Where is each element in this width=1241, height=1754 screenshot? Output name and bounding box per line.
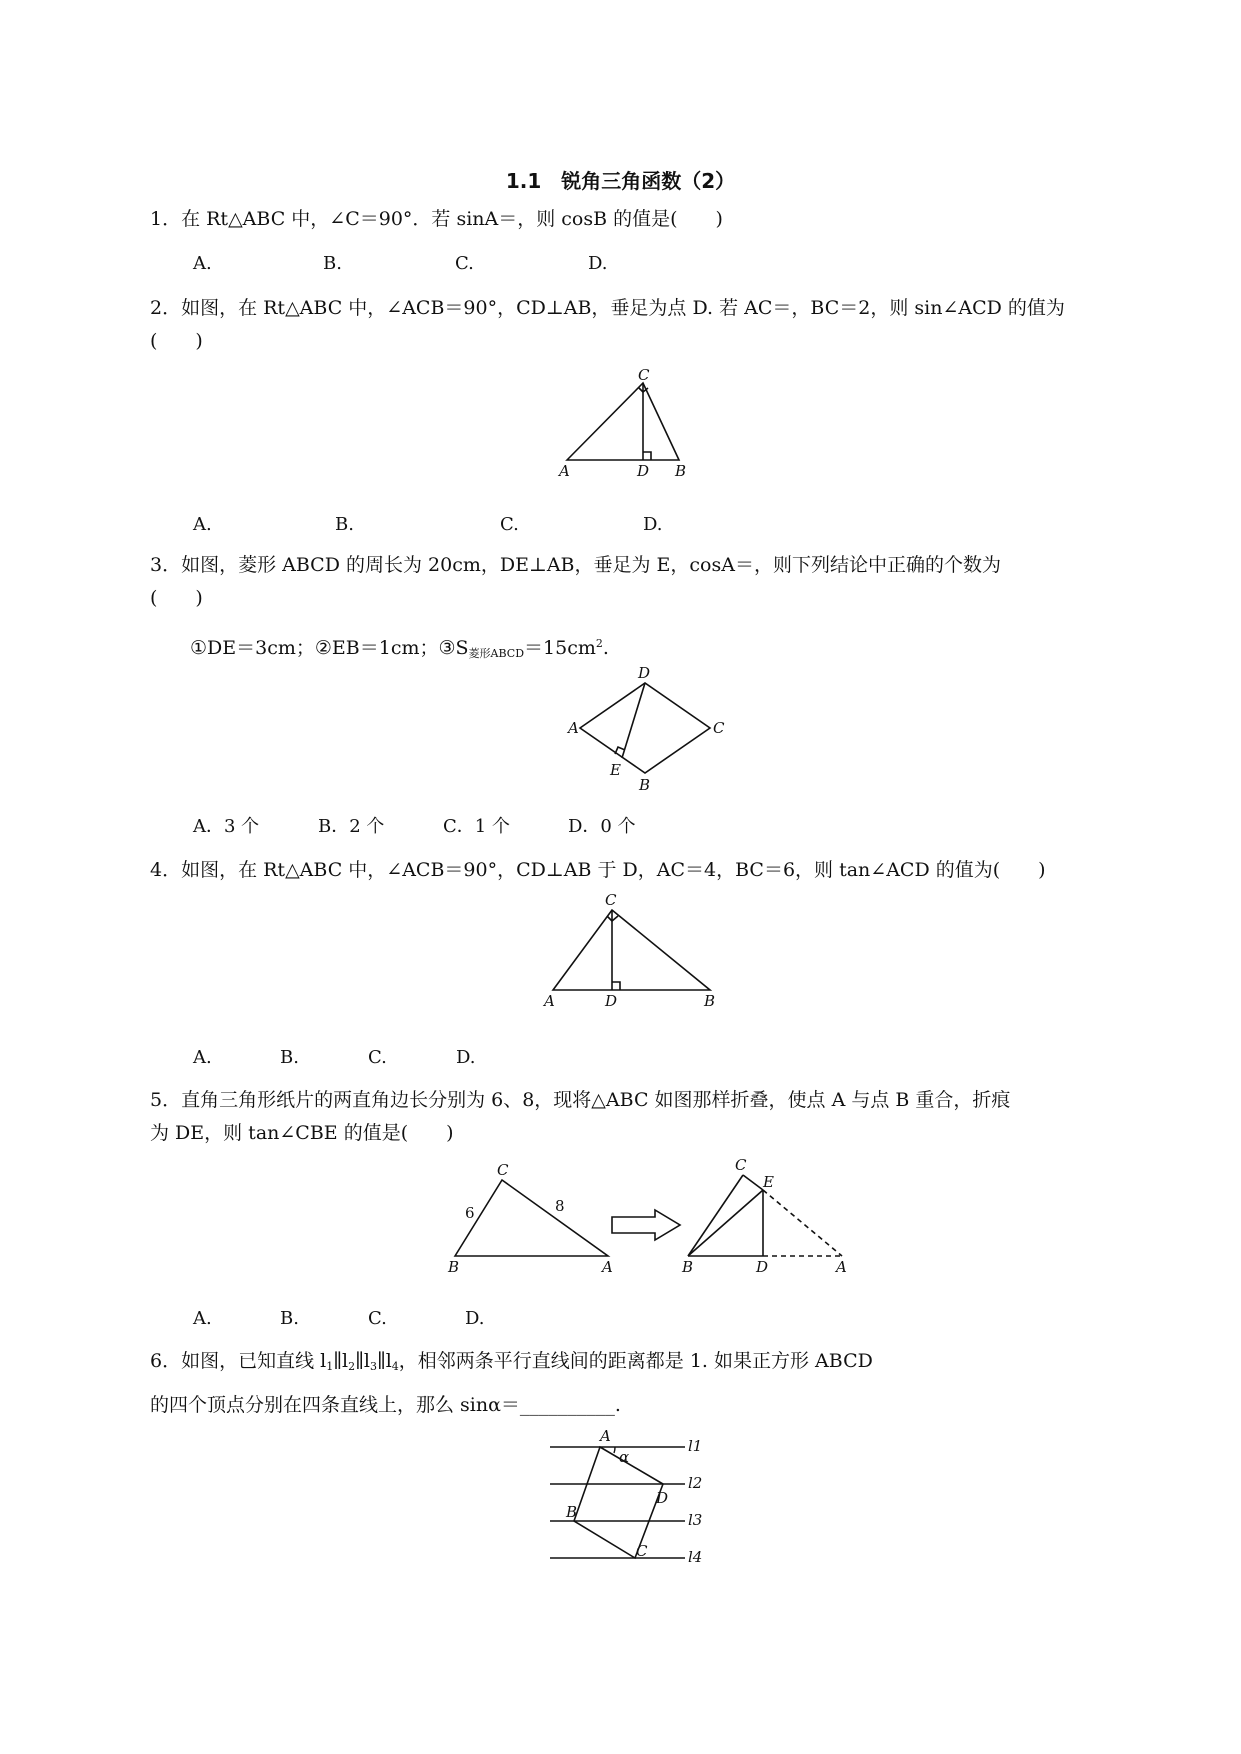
q3-label-d: D bbox=[638, 664, 651, 682]
q4-label-d: D bbox=[605, 992, 618, 1010]
q2-option-b: B. bbox=[335, 514, 354, 535]
q1-option-d: D. bbox=[588, 253, 608, 274]
q6-label-alpha: α bbox=[619, 1448, 630, 1466]
q4-label-b: B bbox=[704, 992, 716, 1010]
question-6-text-line1: 6．如图，已知直线 $l_1\parallel l_2\parallel l_3\parallel l_4$，相邻两条平行直线间的距离都是 1. 如果正方形 ABCD bbox=[150, 1350, 873, 1373]
page-title: 1.1 锐角三角函数（2） bbox=[505, 169, 736, 193]
question-5-text-line1: 5．直角三角形纸片的两直角边长分别为 6、8，现将△ABC 如图那样折叠，使点 A 与点 B 重合，折痕 bbox=[150, 1089, 1011, 1111]
q5-left-label-a: A bbox=[602, 1258, 613, 1276]
q4-option-b: B. bbox=[280, 1047, 299, 1068]
q5-left-label-b: B bbox=[448, 1258, 460, 1276]
q6-label-l3: l3 bbox=[688, 1511, 703, 1529]
question-1-text: 1．在 Rt△ABC 中，∠C＝90°．若 sinA＝，则 cosB 的值是( ) bbox=[150, 208, 723, 230]
q5-right-label-c: C bbox=[735, 1156, 747, 1174]
q6-label-a: A bbox=[600, 1427, 611, 1445]
q4-label-c: C bbox=[605, 891, 617, 909]
question-3-text-line1: 3．如图，菱形 ABCD 的周长为 20cm，DE⊥AB，垂足为 E，cosA＝，则下列结论中正确的个数为 bbox=[150, 554, 1001, 576]
q1-option-b: B. bbox=[323, 253, 342, 274]
question-2-text-line1: 2．如图，在 Rt△ABC 中，∠ACB＝90°，CD⊥AB，垂足为点 D. 若 AC＝，BC＝2，则 sin∠ACD 的值为 bbox=[150, 297, 1065, 319]
q4-label-a: A bbox=[544, 992, 555, 1010]
q6-angle-alpha-arc bbox=[614, 1447, 615, 1453]
q5-right-label-d: D bbox=[756, 1258, 769, 1276]
q2-option-c: C. bbox=[500, 514, 519, 535]
q6-label-l1: l1 bbox=[688, 1437, 703, 1455]
q5-option-b: B. bbox=[280, 1308, 299, 1329]
q5-right-label-e: E bbox=[763, 1173, 774, 1191]
q3-option-d: D．0 个 bbox=[568, 816, 636, 837]
q2-option-d: D. bbox=[643, 514, 663, 535]
q5-option-d: D. bbox=[465, 1308, 485, 1329]
q2-label-d: D bbox=[637, 462, 650, 480]
q6-label-b: B bbox=[566, 1503, 578, 1521]
q3-option-b: B．2 个 bbox=[318, 816, 385, 837]
question-2-text-line2: ( ) bbox=[150, 330, 203, 352]
q6-label-c: C bbox=[636, 1542, 648, 1560]
q2-label-c: C bbox=[638, 366, 650, 384]
question-5-text-line2: 为 DE，则 tan∠CBE 的值是( ) bbox=[150, 1122, 454, 1144]
q4-option-a: A. bbox=[193, 1047, 212, 1068]
q2-label-a: A bbox=[559, 462, 570, 480]
q3-statements: ①DE＝3cm；②EB＝1cm；$③S_{菱形ABCD}=15cm^2$. bbox=[190, 637, 609, 660]
q4-option-c: C. bbox=[368, 1047, 387, 1068]
q3-option-a: A．3 个 bbox=[193, 816, 260, 837]
q5-left-side-ac: 8 bbox=[555, 1197, 565, 1215]
question-3-text-line2: ( ) bbox=[150, 587, 203, 609]
q1-option-c: C. bbox=[455, 253, 474, 274]
q5-right-label-a: A bbox=[836, 1258, 847, 1276]
q3-label-b: B bbox=[639, 776, 651, 794]
question-6-text-line2: 的四个顶点分别在四条直线上，那么 sinα＝__________. bbox=[150, 1394, 621, 1416]
q3-label-c: C bbox=[713, 719, 725, 737]
q6-label-d: D bbox=[656, 1489, 669, 1507]
q5-left-label-c: C bbox=[497, 1161, 509, 1179]
q3-label-e: E bbox=[610, 761, 621, 779]
q5-left-side-bc: 6 bbox=[465, 1204, 475, 1222]
q5-option-c: C. bbox=[368, 1308, 387, 1329]
q1-option-a: A. bbox=[193, 253, 212, 274]
q2-option-a: A. bbox=[193, 514, 212, 535]
q5-right-label-b: B bbox=[682, 1258, 694, 1276]
q2-label-b: B bbox=[675, 462, 687, 480]
q3-option-c: C．1 个 bbox=[443, 816, 510, 837]
q5-option-a: A. bbox=[193, 1308, 212, 1329]
q6-label-l4: l4 bbox=[688, 1548, 703, 1566]
q6-label-l2: l2 bbox=[688, 1474, 703, 1492]
q3-label-a: A bbox=[568, 719, 579, 737]
q4-option-d: D. bbox=[456, 1047, 476, 1068]
question-4-text: 4．如图，在 Rt△ABC 中，∠ACB＝90°，CD⊥AB 于 D，AC＝4，BC＝6，则 tan∠ACD 的值为( ) bbox=[150, 859, 1046, 881]
